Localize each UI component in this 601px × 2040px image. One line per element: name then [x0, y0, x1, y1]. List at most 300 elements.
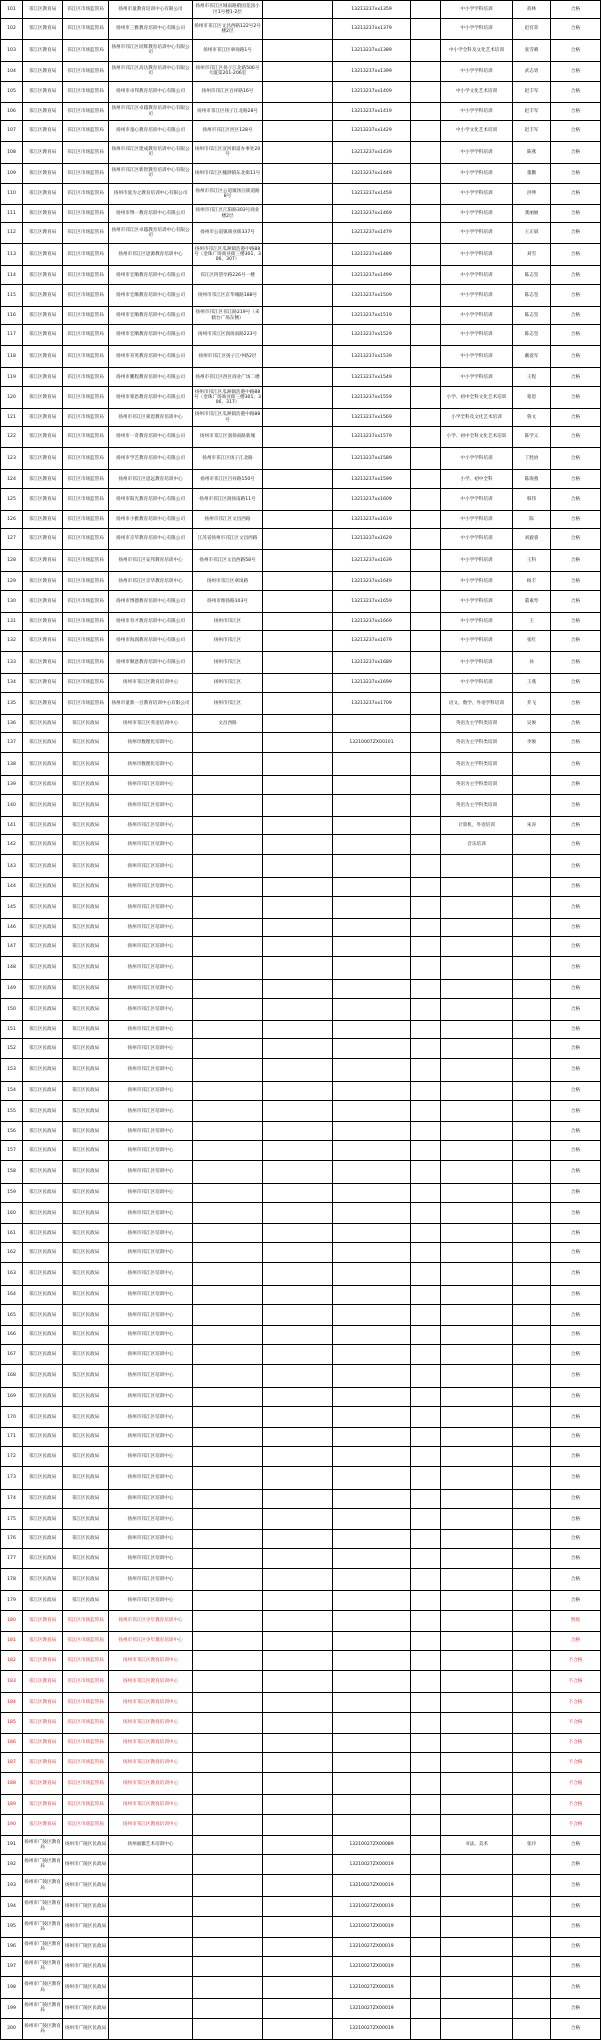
blank-cell	[411, 81, 441, 102]
institution-name-cell: 扬州市邗江区培训中心	[109, 1305, 193, 1326]
row-number: 124	[1, 469, 23, 488]
department-cell: 邗江区民政局	[23, 1242, 63, 1262]
institution-name-cell: 扬州市邗江区少年教育培训中心	[109, 1610, 193, 1631]
address-extra-cell	[263, 1956, 333, 1976]
inspection-result-cell: 合格	[551, 345, 601, 367]
institution-name-cell: 扬州市邗江区培训中心	[109, 1508, 193, 1529]
blank-cell	[411, 1956, 441, 1976]
address-extra-cell	[263, 1081, 333, 1100]
inspection-result-cell: 合格	[551, 1101, 601, 1122]
table-row	[1, 1632, 601, 1650]
row-number: 151	[1, 1020, 23, 1038]
address-extra-cell	[263, 1467, 333, 1489]
inspection-result-cell: 合格	[551, 102, 601, 120]
address-cell: 扬州市邗江区润扬南路11号	[193, 489, 263, 510]
address-cell	[193, 816, 263, 834]
registration-code-cell: 13213237xx1449	[333, 164, 411, 183]
row-number: 186	[1, 1734, 23, 1752]
address-extra-cell	[263, 1446, 333, 1466]
department-cell: 邗江区教育局	[23, 1772, 63, 1794]
row-number: 108	[1, 141, 23, 163]
inspection-result-cell: 合格	[551, 223, 601, 243]
address-extra-cell	[263, 1161, 333, 1183]
training-type-cell: 英语为主学科类培训	[441, 753, 513, 775]
registration-authority-cell: 邗江区市场监管局	[63, 141, 109, 163]
registration-code-cell	[333, 1305, 411, 1326]
legal-person-cell: 李俊	[513, 733, 551, 753]
inspection-result-cell: 合格	[551, 1916, 601, 1937]
inspection-result-cell: 合格	[551, 1020, 601, 1038]
inspection-result-cell: 合格	[551, 714, 601, 732]
institution-name-cell: 扬州市邗江区教育培训中心	[109, 1734, 193, 1752]
registration-authority-cell: 邗江区市场监管局	[63, 1610, 109, 1631]
address-cell: 扬州市邗江区翠岗路	[193, 571, 263, 590]
table-row	[1, 1508, 601, 1529]
table-row	[1, 1038, 601, 1058]
department-cell: 扬州市广陵区教育局	[23, 1938, 63, 1956]
department-cell: 邗江区教育局	[23, 141, 63, 163]
training-type-cell: 中小学学科培训	[441, 141, 513, 163]
registration-authority-cell: 邗江区市场监管局	[63, 1795, 109, 1814]
training-type-cell: 小学、初中全科文化艺术培训	[441, 387, 513, 408]
department-cell: 邗江区民政局	[23, 1446, 63, 1466]
row-number: 150	[1, 999, 23, 1020]
inspection-result-cell: 合格	[551, 121, 601, 141]
address-extra-cell	[263, 1038, 333, 1058]
inspection-result-cell: 合格	[551, 936, 601, 956]
blank-cell	[411, 1101, 441, 1122]
registration-code-cell: 13210027ZX00019	[333, 1999, 411, 2018]
training-type-cell	[441, 855, 513, 877]
blank-cell	[411, 408, 441, 426]
row-number: 134	[1, 673, 23, 692]
address-cell	[193, 1734, 263, 1752]
institution-name-cell: 扬州市邗江区培训中心	[109, 1344, 193, 1364]
institution-name-cell: 扬州市邗江区英语培训中心	[109, 714, 193, 732]
registration-authority-cell: 邗江区市场监管局	[63, 1, 109, 19]
registration-code-cell: 13213237xx1699	[333, 673, 411, 692]
inspection-result-cell: 合格	[551, 957, 601, 979]
row-number: 143	[1, 855, 23, 877]
blank-cell	[411, 1344, 441, 1364]
department-cell: 邗江区民政局	[23, 1344, 63, 1364]
department-cell: 邗江区教育局	[23, 489, 63, 510]
institution-name-cell: 扬州市童新一百教育培训中心有限公司	[109, 693, 193, 714]
table-row	[1, 102, 601, 120]
table-row	[1, 1122, 601, 1140]
registration-authority-cell: 邗江区市场监管局	[63, 489, 109, 510]
inspection-result-cell: 不合格	[551, 1814, 601, 1835]
row-number: 133	[1, 651, 23, 673]
legal-person-cell: 刘雪	[513, 243, 551, 265]
registration-authority-cell: 邗江区民政局	[63, 1242, 109, 1262]
legal-person-cell: 张雪晴	[513, 39, 551, 61]
inspection-result-cell: 合格	[551, 469, 601, 488]
legal-person-cell	[513, 877, 551, 896]
registration-authority-cell: 邗江区市场监管局	[63, 673, 109, 692]
legal-person-cell	[513, 936, 551, 956]
blank-cell	[411, 325, 441, 345]
table-row	[1, 285, 601, 306]
inspection-result-cell: 合格	[551, 306, 601, 324]
inspection-result-cell: 暂缓	[551, 1610, 601, 1631]
address-extra-cell	[263, 1101, 333, 1122]
institution-name-cell: 扬州市博德教育培训中心有限公司	[109, 591, 193, 612]
legal-person-cell	[513, 1387, 551, 1406]
row-number: 159	[1, 1183, 23, 1202]
legal-person-cell	[513, 1140, 551, 1160]
blank-cell	[411, 877, 441, 896]
inspection-result-cell: 不合格	[551, 1752, 601, 1772]
registration-code-cell: 13213237xx1479	[333, 223, 411, 243]
address-cell	[193, 835, 263, 855]
department-cell: 邗江区教育局	[23, 469, 63, 488]
table-row	[1, 1242, 601, 1262]
legal-person-cell: 王燕	[513, 673, 551, 692]
table-row	[1, 897, 601, 918]
registration-code-cell	[333, 1489, 411, 1508]
blank-cell	[411, 510, 441, 528]
blank-cell	[411, 469, 441, 488]
inspection-result-cell: 合格	[551, 81, 601, 102]
department-cell: 邗江区民政局	[23, 1140, 63, 1160]
table-row	[1, 1956, 601, 1976]
department-cell: 邗江区教育局	[23, 1712, 63, 1733]
legal-person-cell: 乔飞	[513, 693, 551, 714]
legal-person-cell: 吴俊	[513, 714, 551, 732]
blank-cell	[411, 918, 441, 936]
inspection-result-cell: 合格	[551, 1956, 601, 1976]
department-cell: 邗江区民政局	[23, 1020, 63, 1038]
address-extra-cell	[263, 1772, 333, 1794]
registration-code-cell	[333, 1365, 411, 1387]
address-extra-cell	[263, 62, 333, 81]
table-row	[1, 1406, 601, 1427]
address-extra-cell	[263, 1854, 333, 1874]
registration-authority-cell: 邗江区市场监管局	[63, 1752, 109, 1772]
blank-cell	[411, 1305, 441, 1326]
department-cell: 邗江区民政局	[23, 936, 63, 956]
table-row	[1, 673, 601, 692]
address-extra-cell	[263, 306, 333, 324]
blank-cell	[411, 1467, 441, 1489]
blank-cell	[411, 1365, 441, 1387]
institution-name-cell: 扬州市邗江区蒙恩教育培训中心	[109, 408, 193, 426]
row-number: 163	[1, 1263, 23, 1285]
registration-authority-cell: 邗江区民政局	[63, 1365, 109, 1387]
blank-cell	[411, 1632, 441, 1650]
institution-name-cell: 扬州市蒙恩教育培训中心有限公司	[109, 387, 193, 408]
address-cell: 扬州市邗江区扬子江北路506号大厦第201-206室	[193, 62, 263, 81]
row-number: 155	[1, 1101, 23, 1122]
legal-person-cell	[513, 1344, 551, 1364]
address-extra-cell	[263, 204, 333, 222]
registration-code-cell	[333, 1203, 411, 1224]
training-type-cell	[441, 1406, 513, 1427]
inspection-result-cell: 合格	[551, 183, 601, 204]
table-row	[1, 775, 601, 794]
registration-authority-cell: 邗江区市场监管局	[63, 408, 109, 426]
row-number: 175	[1, 1508, 23, 1529]
blank-cell	[411, 693, 441, 714]
row-number: 179	[1, 1591, 23, 1610]
training-type-cell	[441, 1203, 513, 1224]
inspection-result-cell: 不合格	[551, 1671, 601, 1693]
address-extra-cell	[263, 427, 333, 447]
legal-person-cell	[513, 1999, 551, 2018]
registration-authority-cell: 邗江区市场监管局	[63, 591, 109, 612]
address-cell	[193, 957, 263, 979]
inspection-result-cell: 合格	[551, 1489, 601, 1508]
legal-person-cell	[513, 1569, 551, 1591]
registration-code-cell	[333, 753, 411, 775]
inspection-result-cell: 合格	[551, 816, 601, 834]
blank-cell	[411, 1, 441, 19]
address-cell	[193, 1365, 263, 1387]
registration-authority-cell: 邗江区民政局	[63, 918, 109, 936]
table-row	[1, 753, 601, 775]
row-number: 180	[1, 1610, 23, 1631]
training-type-cell	[441, 1854, 513, 1874]
training-type-cell	[441, 979, 513, 998]
institution-name-cell: 扬州市邗江区培训中心	[109, 1059, 193, 1081]
institution-name-cell	[109, 1956, 193, 1976]
address-extra-cell	[263, 183, 333, 204]
row-number: 110	[1, 183, 23, 204]
registration-code-cell	[333, 877, 411, 896]
table-row	[1, 936, 601, 956]
row-number: 174	[1, 1489, 23, 1508]
row-number: 136	[1, 714, 23, 732]
legal-person-cell: 杨丰	[513, 571, 551, 590]
address-extra-cell	[263, 387, 333, 408]
training-type-cell	[441, 1956, 513, 1976]
registration-authority-cell: 邗江区市场监管局	[63, 1772, 109, 1794]
registration-code-cell: 13213237xx1649	[333, 571, 411, 590]
table-row	[1, 325, 601, 345]
blank-cell	[411, 1489, 441, 1508]
legal-person-cell: 鲁文	[513, 408, 551, 426]
registration-authority-cell: 邗江区市场监管局	[63, 510, 109, 528]
legal-person-cell: 陈志坚	[513, 325, 551, 345]
blank-cell	[411, 1752, 441, 1772]
training-type-cell: 计算机、外语培训	[441, 816, 513, 834]
registration-code-cell	[333, 1814, 411, 1835]
registration-authority-cell: 扬州市广陵区民政局	[63, 1854, 109, 1874]
inspection-result-cell: 合格	[551, 19, 601, 39]
table-row	[1, 62, 601, 81]
row-number: 123	[1, 447, 23, 469]
registration-authority-cell: 邗江区民政局	[63, 1326, 109, 1344]
blank-cell	[411, 1938, 441, 1956]
institution-name-cell: 扬州市邗江区培训中心	[109, 1365, 193, 1387]
training-type-cell	[441, 1508, 513, 1529]
blank-cell	[411, 1387, 441, 1406]
department-cell: 邗江区民政局	[23, 897, 63, 918]
row-number: 170	[1, 1406, 23, 1427]
row-number: 171	[1, 1428, 23, 1446]
inspection-result-cell: 合格	[551, 1874, 601, 1896]
training-type-cell	[441, 1489, 513, 1508]
institution-name-cell: 扬州市爱为之教育培训中心有限公司	[109, 183, 193, 204]
address-extra-cell	[263, 1530, 333, 1548]
address-extra-cell	[263, 1406, 333, 1427]
address-cell: 扬州市维扬路103号	[193, 591, 263, 612]
institution-name-cell: 扬州市邗江区培训中心	[109, 1020, 193, 1038]
institution-name-cell	[109, 1897, 193, 1916]
blank-cell	[411, 164, 441, 183]
row-number: 125	[1, 489, 23, 510]
legal-person-cell: 张玲	[513, 1836, 551, 1854]
blank-cell	[411, 753, 441, 775]
address-extra-cell	[263, 571, 333, 590]
table-row	[1, 1387, 601, 1406]
address-extra-cell	[263, 1752, 333, 1772]
registration-authority-cell: 邗江区民政局	[63, 1344, 109, 1364]
legal-person-cell	[513, 1938, 551, 1956]
registration-code-cell: 13213237xx1539	[333, 345, 411, 367]
institution-name-cell: 扬州市邗江区培训中心	[109, 1548, 193, 1568]
inspection-result-cell: 合格	[551, 733, 601, 753]
legal-person-cell	[513, 1038, 551, 1058]
inspection-result-cell: 不合格	[551, 1693, 601, 1712]
department-cell: 邗江区民政局	[23, 877, 63, 896]
blank-cell	[411, 591, 441, 612]
address-extra-cell	[263, 1508, 333, 1529]
blank-cell	[411, 121, 441, 141]
institution-name-cell: 扬州市邗江区卓越教育培训中心有限公司	[109, 223, 193, 243]
training-type-cell	[441, 1938, 513, 1956]
training-type-cell: 中小学学科培训	[441, 102, 513, 120]
row-number: 187	[1, 1752, 23, 1772]
address-extra-cell	[263, 1976, 333, 1998]
table-row	[1, 957, 601, 979]
registration-authority-cell: 邗江区民政局	[63, 877, 109, 896]
legal-person-cell	[513, 775, 551, 794]
inspection-result-cell: 合格	[551, 1122, 601, 1140]
table-row	[1, 1101, 601, 1122]
address-extra-cell	[263, 733, 333, 753]
institution-name-cell: 扬州市邗江区教育培训中心	[109, 1814, 193, 1835]
address-cell	[193, 2018, 263, 2039]
address-extra-cell	[263, 1916, 333, 1937]
table-row	[1, 1874, 601, 1896]
institution-name-cell	[109, 1976, 193, 1998]
registration-code-cell: 13213237xx1429	[333, 121, 411, 141]
training-type-cell	[441, 1610, 513, 1631]
registration-authority-cell: 邗江区民政局	[63, 1406, 109, 1427]
blank-cell	[411, 1548, 441, 1568]
table-row	[1, 1916, 601, 1937]
registration-code-cell: 13213237xx1589	[333, 447, 411, 469]
department-cell: 扬州市广陵区教育局	[23, 2018, 63, 2039]
address-extra-cell	[263, 345, 333, 367]
department-cell: 邗江区民政局	[23, 1489, 63, 1508]
row-number: 193	[1, 1874, 23, 1896]
inspection-result-cell: 合格	[551, 1387, 601, 1406]
registration-authority-cell: 邗江区市场监管局	[63, 62, 109, 81]
registration-authority-cell: 邗江区民政局	[63, 775, 109, 794]
inspection-result-cell: 合格	[551, 1428, 601, 1446]
department-cell: 邗江区民政局	[23, 1101, 63, 1122]
registration-authority-cell: 邗江区民政局	[63, 1020, 109, 1038]
registration-code-cell	[333, 1548, 411, 1568]
registration-authority-cell: 邗江区市场监管局	[63, 693, 109, 714]
institution-name-cell: 扬州福徽艺术培训中心	[109, 1836, 193, 1854]
legal-person-cell: 陈海燕	[513, 469, 551, 488]
address-extra-cell	[263, 1897, 333, 1916]
institution-name-cell: 扬州市三雅教育培训中心有限公司	[109, 19, 193, 39]
blank-cell	[411, 1836, 441, 1854]
registration-authority-cell: 邗江区民政局	[63, 999, 109, 1020]
registration-code-cell	[333, 1285, 411, 1304]
registration-code-cell	[333, 1610, 411, 1631]
inspection-result-cell: 合格	[551, 1038, 601, 1058]
row-number: 153	[1, 1059, 23, 1081]
department-cell: 邗江区民政局	[23, 835, 63, 855]
registration-authority-cell: 邗江区民政局	[63, 1122, 109, 1140]
address-cell	[193, 1671, 263, 1693]
registration-authority-cell: 扬州市广陵区民政局	[63, 1999, 109, 2018]
table-row	[1, 549, 601, 571]
row-number: 196	[1, 1938, 23, 1956]
inspection-result-cell: 合格	[551, 1326, 601, 1344]
address-cell: 扬州市邗江区扬子江中路2层	[193, 345, 263, 367]
training-type-cell	[441, 1285, 513, 1304]
registration-code-cell: 13213237xx1409	[333, 81, 411, 102]
address-cell	[193, 1038, 263, 1058]
department-cell: 邗江区民政局	[23, 855, 63, 877]
address-extra-cell	[263, 1938, 333, 1956]
registration-code-cell: 13213237xx1669	[333, 612, 411, 630]
registration-authority-cell: 邗江区民政局	[63, 1446, 109, 1466]
address-extra-cell	[263, 1712, 333, 1733]
address-extra-cell	[263, 936, 333, 956]
registration-code-cell: 13210007ZX00101	[333, 733, 411, 753]
institution-name-cell: 扬州市邗江区培训中心	[109, 1081, 193, 1100]
registration-code-cell: 13210027ZX00089	[333, 1836, 411, 1854]
table-row	[1, 1285, 601, 1304]
inspection-result-cell: 合格	[551, 591, 601, 612]
registration-authority-cell: 邗江区民政局	[63, 1183, 109, 1202]
row-number: 199	[1, 1999, 23, 2018]
inspection-result-cell: 合格	[551, 1446, 601, 1466]
registration-authority-cell: 邗江区市场监管局	[63, 1693, 109, 1712]
legal-person-cell	[513, 1203, 551, 1224]
institution-name-cell: 扬州市邗江区培训中心	[109, 1489, 193, 1508]
table-row	[1, 1161, 601, 1183]
table-row	[1, 81, 601, 102]
blank-cell	[411, 204, 441, 222]
blank-cell	[411, 1814, 441, 1835]
department-cell: 邗江区民政局	[23, 1428, 63, 1446]
training-type-cell	[441, 1038, 513, 1058]
inspection-result-cell: 合格	[551, 368, 601, 387]
blank-cell	[411, 1326, 441, 1344]
address-cell: 扬州市邗江区	[193, 612, 263, 630]
training-type-cell	[441, 1081, 513, 1100]
department-cell: 邗江区教育局	[23, 223, 63, 243]
address-extra-cell	[263, 1305, 333, 1326]
row-number: 188	[1, 1772, 23, 1794]
inspection-result-cell: 合格	[551, 164, 601, 183]
address-extra-cell	[263, 979, 333, 998]
row-number: 152	[1, 1038, 23, 1058]
inspection-result-cell: 合格	[551, 204, 601, 222]
inspection-result-cell: 合格	[551, 571, 601, 590]
address-cell	[193, 1548, 263, 1568]
address-extra-cell	[263, 631, 333, 651]
